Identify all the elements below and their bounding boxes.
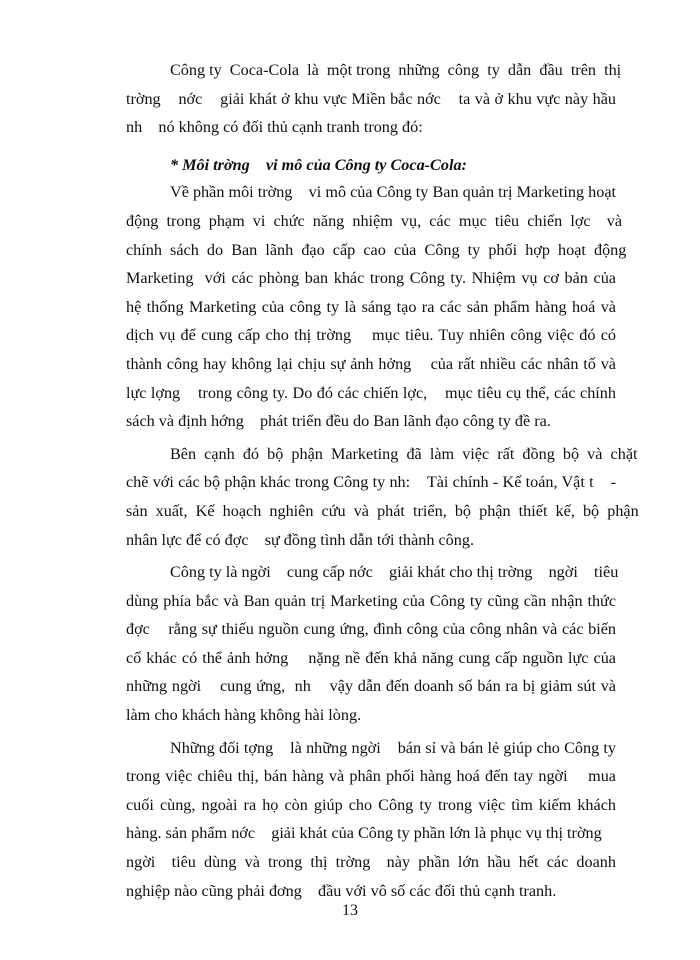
text-line: chẽ với các bộ phận khác trong Công ty nh: Tài chính - Kế toán, Vật t - — [126, 473, 616, 492]
text-line: Công ty Coca-Cola là một trong những công ty dẫn đầu trên thị — [170, 61, 622, 79]
text-line: chính sách do Ban lãnh đạo cấp cao của Công ty phối hợp hoạt động — [126, 240, 627, 259]
text-line: trong việc chiêu thị, bán hàng và phân phối hàng hoá đến tay ngời mua — [126, 767, 616, 786]
text-line: cuối cùng, ngoài ra họ còn giúp cho Công ty trong việc tìm kiếm khách — [126, 795, 616, 814]
text-line: hàng. sản phẩm nớc giải khát của Công ty phần lớn là phục vụ thị trờng — [126, 824, 602, 843]
paragraph-micro-environment — [126, 183, 627, 440]
document-page — [126, 61, 639, 914]
text-line: cố khác có thể ảnh hởng nặng nề đến khả năng cung cấp nguồn lực của — [126, 648, 616, 667]
paragraph-marketing-departments — [126, 444, 639, 559]
text-line: sách và định hớng phát triển đều do Ban lãnh đạo công ty đề ra. — [126, 412, 551, 431]
text-line: Về phần môi trờng vi mô của Công ty Ban quản trị Marketing hoạt — [170, 183, 616, 202]
page-number: 13 — [342, 902, 358, 919]
text-line: dịch vụ để cung cấp cho thị trờng mục tiêu. Tuy nhiên công việc đó có — [126, 326, 616, 345]
text-line: sản xuất, Kế hoạch nghiên cứu và phát triển, bộ phận thiết kế, bộ phận — [126, 501, 639, 520]
text-line: trờng nớc giải khát ở khu vực Miền bắc nớc ta và ở khu vực này hầu — [126, 89, 616, 108]
paragraph-intermediaries — [126, 739, 616, 911]
text-line: đợc rằng sự thiếu nguồn cung ứng, đình công của công nhân và các biến — [126, 620, 616, 639]
text-line: làm cho khách hàng không hài lòng. — [126, 706, 362, 725]
paragraph-suppliers — [126, 563, 619, 735]
paragraph-intro — [126, 61, 622, 147]
text-line: ngời tiêu dùng và trong thị trờng này phần lớn hầu hết các doanh — [126, 853, 616, 872]
text-line: nghiệp nào cũng phải đơng đầu với vô số các đối thủ cạnh tranh. — [126, 881, 557, 900]
text-line: Bên cạnh đó bộ phận Marketing đã làm việc rất đồng bộ và chặt — [170, 444, 638, 463]
text-line: dùng phía bắc và Ban quản trị Marketing của Công ty cũng cần nhận thức — [126, 591, 616, 610]
text-line: Công ty là ngời cung cấp nớc giải khát cho thị trờng ngời tiêu — [170, 563, 619, 582]
text-line: hệ thống Marketing của công ty là sáng tạo ra các sản phẩm hàng hoá và — [126, 297, 616, 316]
section-heading: * Môi trờng vi mô của Công ty Coca-Cola: — [170, 155, 467, 174]
text-line: lực lợng trong công ty. Do đó các chiến lợc, mục tiêu cụ thể, các chính — [126, 383, 616, 402]
text-line: những ngời cung ứng, nh vậy dẫn đến doanh số bán ra bị giảm sút và — [126, 677, 616, 696]
text-line: nhân lực để có đợc sự đồng tình dẫn tới thành công. — [126, 530, 475, 549]
text-line: động trong phạm vi chức năng nhiệm vụ, các mục tiêu chiến lợc và — [126, 211, 623, 230]
text-line: thành công hay không lại chịu sự ảnh hởng của rất nhiều các nhân tố và — [126, 354, 616, 373]
text-line: Marketing với các phòng ban khác trong Công ty. Nhiệm vụ cơ bản của — [126, 269, 616, 288]
text-line: nh nó không có đối thủ cạnh tranh trong đó: — [126, 118, 423, 137]
text-line: Những đối tợng là những ngời bán sỉ và bán lẻ giúp cho Công ty — [170, 738, 616, 757]
